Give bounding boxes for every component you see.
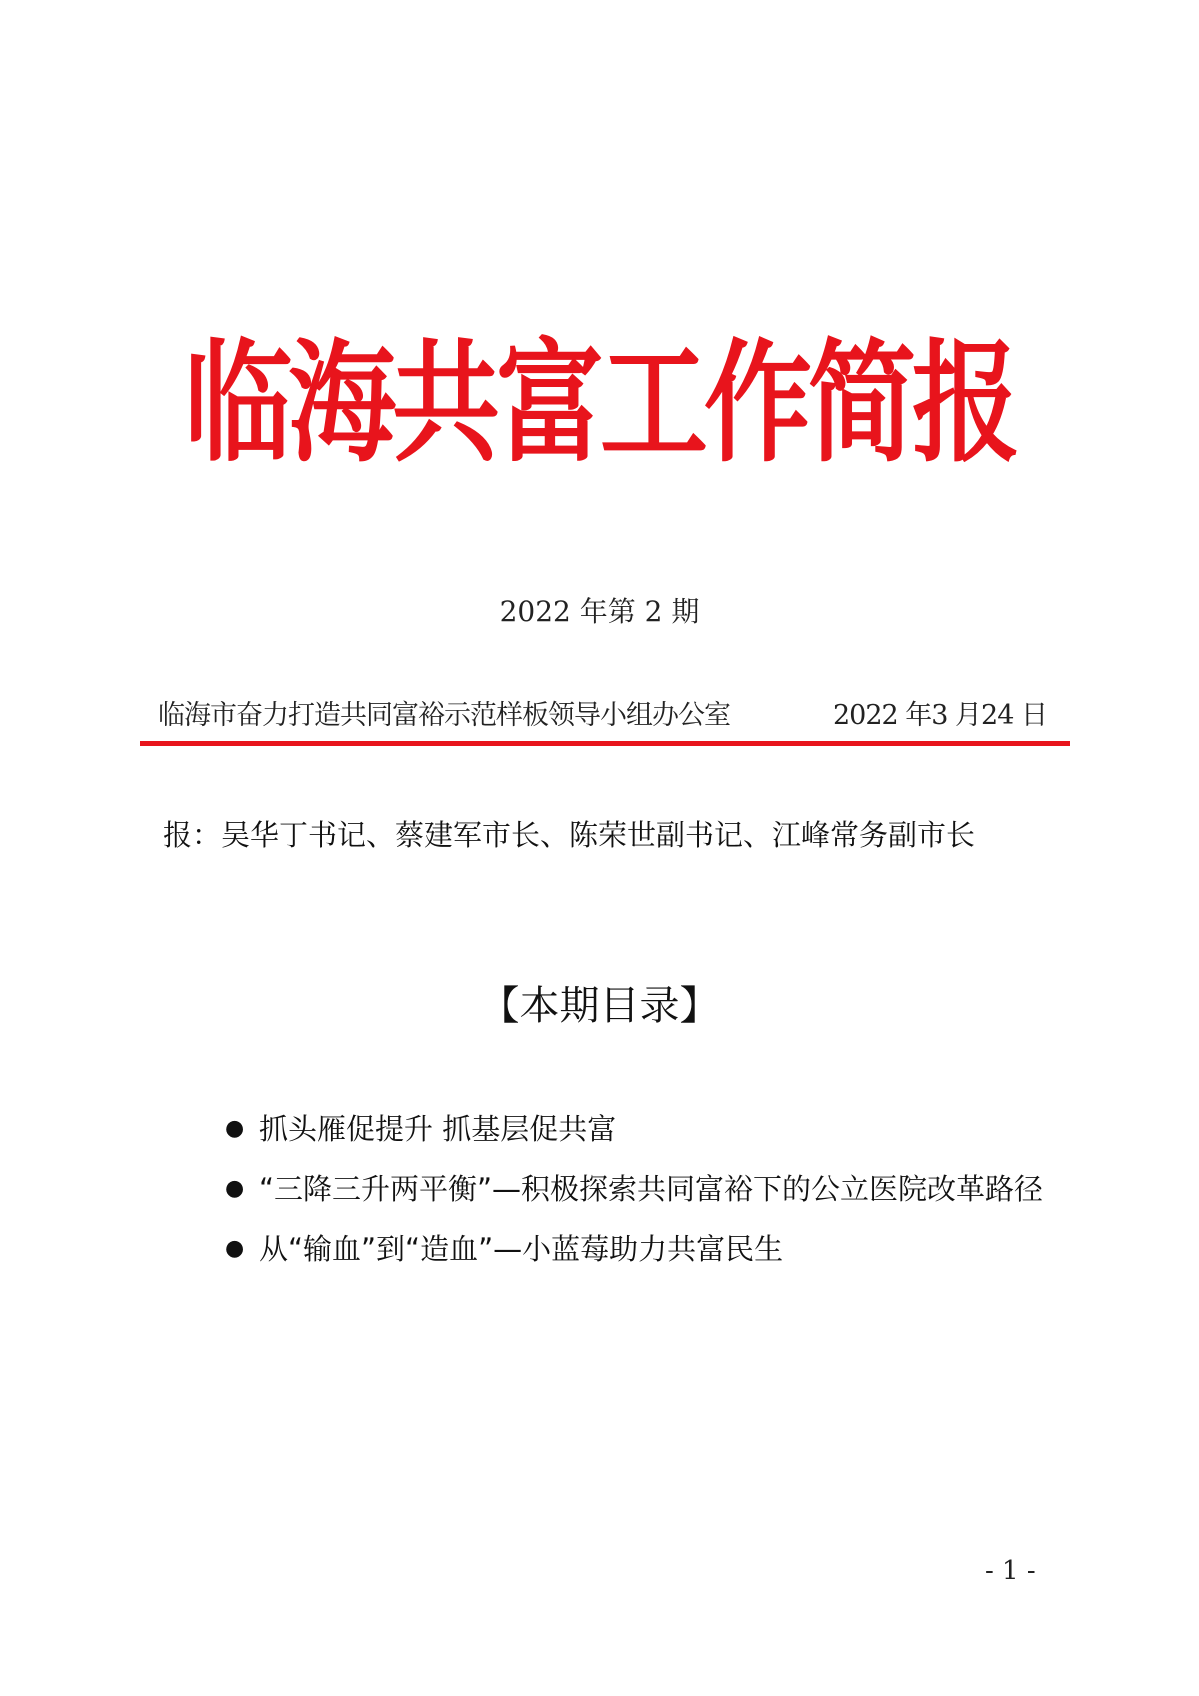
red-divider — [140, 741, 1070, 746]
toc-heading: 【本期目录】 — [479, 983, 720, 1029]
bullet-icon: ● — [225, 1236, 245, 1261]
toc-item-title: 抓头雁促提升 抓基层促共富 — [259, 1112, 617, 1146]
masthead-title: 临海共富工作简报 — [183, 328, 1016, 481]
issuing-office: 临海市奋力打造共同富裕示范样板领导小组办公室 — [158, 700, 730, 731]
toc-item — [225, 1228, 1043, 1288]
issuer-line — [158, 696, 1047, 736]
issue-date: 2022 年3 月24 日 — [833, 700, 1047, 731]
bullet-icon: ● — [225, 1176, 245, 1201]
bullet-icon: ● — [225, 1116, 245, 1141]
toc-item — [225, 1108, 1043, 1168]
issue-number: 2022 年第 2 期 — [499, 595, 700, 628]
page-number: - 1 - — [985, 1556, 1036, 1586]
recipients-line: 报：吴华丁书记、蔡建军市长、陈荣世副书记、江峰常务副市长 — [163, 818, 976, 852]
toc-item — [225, 1168, 1043, 1228]
table-of-contents — [225, 1108, 1043, 1288]
toc-item-title: 从“输血”到“造血”—小蓝莓助力共富民生 — [259, 1232, 784, 1266]
toc-item-title: “三降三升两平衡”—积极探索共同富裕下的公立医院改革路径 — [259, 1172, 1044, 1206]
